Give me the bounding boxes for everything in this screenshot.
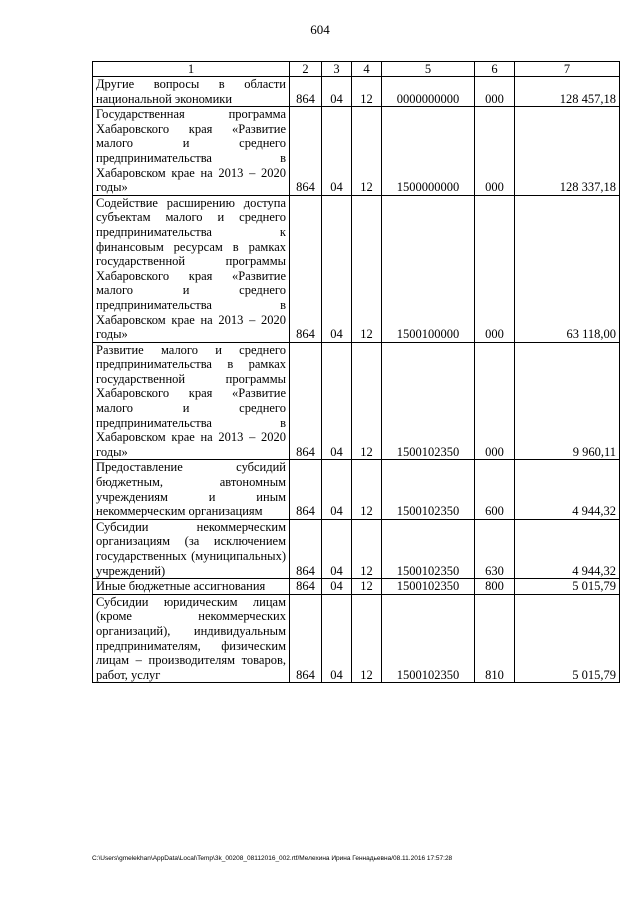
cell-col-3: 04 bbox=[322, 594, 352, 683]
cell-col-4: 12 bbox=[352, 460, 382, 519]
cell-col-3: 04 bbox=[322, 519, 352, 578]
table-row bbox=[93, 107, 620, 196]
cell-col-6: 000 bbox=[475, 107, 515, 196]
table-row bbox=[93, 579, 620, 595]
row-name: Иные бюджетные ассигнования bbox=[93, 579, 290, 595]
row-name: Субсидии некоммерческим организациям (за исключением государственных (муниципальных) учреждений) bbox=[93, 519, 290, 578]
cell-col-2: 864 bbox=[290, 519, 322, 578]
table-row bbox=[93, 460, 620, 519]
cell-col-4: 12 bbox=[352, 77, 382, 107]
cell-col-3: 04 bbox=[322, 77, 352, 107]
cell-col-6: 000 bbox=[475, 195, 515, 342]
cell-col-5: 1500102350 bbox=[382, 342, 475, 460]
cell-col-2: 864 bbox=[290, 594, 322, 683]
cell-col-7: 63 118,00 bbox=[515, 195, 620, 342]
table-row bbox=[93, 594, 620, 683]
footer-file-path: C:\Users\gmelekhan\AppData\Local\Temp\3k_00208_08112016_002.rtf/Мелехина Ирина Геннадьевна/08.11.2016 17:57:28 bbox=[92, 855, 453, 862]
col-header-1: 1 bbox=[93, 62, 290, 77]
cell-col-2: 864 bbox=[290, 195, 322, 342]
budget-table bbox=[92, 61, 620, 683]
cell-col-6: 800 bbox=[475, 579, 515, 595]
cell-col-2: 864 bbox=[290, 107, 322, 196]
row-name: Развитие малого и среднего предпринимательства в рамках государственной программы Хабаровского края «Развитие малого и среднего предпринимательства в Хабаровском крае на 2013 – 2020 годы» bbox=[93, 342, 290, 460]
col-header-2: 2 bbox=[290, 62, 322, 77]
cell-col-3: 04 bbox=[322, 579, 352, 595]
cell-col-5: 1500102350 bbox=[382, 519, 475, 578]
table-row bbox=[93, 195, 620, 342]
cell-col-4: 12 bbox=[352, 342, 382, 460]
row-name: Содействие расширению доступа субъектам малого и среднего предпринимательства к финансовым ресурсам в рамках государственной программы Хабаровского края «Развитие малого и среднего предпринимательства в Хабаровском крае на 2013 – 2020 годы» bbox=[93, 195, 290, 342]
cell-col-6: 630 bbox=[475, 519, 515, 578]
row-name: Государственная программа Хабаровского края «Развитие малого и среднего предпринимательства в Хабаровском крае на 2013 – 2020 годы» bbox=[93, 107, 290, 196]
cell-col-7: 128 337,18 bbox=[515, 107, 620, 196]
cell-col-2: 864 bbox=[290, 579, 322, 595]
cell-col-3: 04 bbox=[322, 460, 352, 519]
cell-col-5: 0000000000 bbox=[382, 77, 475, 107]
table-row bbox=[93, 77, 620, 107]
cell-col-2: 864 bbox=[290, 77, 322, 107]
table-row bbox=[93, 519, 620, 578]
cell-col-4: 12 bbox=[352, 107, 382, 196]
cell-col-4: 12 bbox=[352, 594, 382, 683]
cell-col-5: 1500000000 bbox=[382, 107, 475, 196]
cell-col-2: 864 bbox=[290, 342, 322, 460]
page-number: 604 bbox=[310, 22, 330, 37]
header-row bbox=[93, 62, 620, 77]
cell-col-6: 810 bbox=[475, 594, 515, 683]
cell-col-7: 9 960,11 bbox=[515, 342, 620, 460]
cell-col-6: 000 bbox=[475, 342, 515, 460]
cell-col-4: 12 bbox=[352, 519, 382, 578]
table-row bbox=[93, 342, 620, 460]
col-header-7: 7 bbox=[515, 62, 620, 77]
cell-col-7: 5 015,79 bbox=[515, 579, 620, 595]
col-header-6: 6 bbox=[475, 62, 515, 77]
cell-col-6: 000 bbox=[475, 77, 515, 107]
cell-col-4: 12 bbox=[352, 195, 382, 342]
col-header-3: 3 bbox=[322, 62, 352, 77]
cell-col-3: 04 bbox=[322, 342, 352, 460]
col-header-5: 5 bbox=[382, 62, 475, 77]
cell-col-2: 864 bbox=[290, 460, 322, 519]
cell-col-5: 1500102350 bbox=[382, 460, 475, 519]
cell-col-7: 4 944,32 bbox=[515, 460, 620, 519]
cell-col-5: 1500102350 bbox=[382, 579, 475, 595]
row-name: Предоставление субсидий бюджетным, автономным учреждениям и иным некоммерческим организациям bbox=[93, 460, 290, 519]
cell-col-5: 1500102350 bbox=[382, 594, 475, 683]
cell-col-7: 5 015,79 bbox=[515, 594, 620, 683]
cell-col-4: 12 bbox=[352, 579, 382, 595]
cell-col-7: 128 457,18 bbox=[515, 77, 620, 107]
row-name: Субсидии юридическим лицам (кроме некоммерческих организаций), индивидуальным предпринимателям, физическим лицам – производителям товаров, работ, услуг bbox=[93, 594, 290, 683]
row-name: Другие вопросы в области национальной экономики bbox=[93, 77, 290, 107]
cell-col-7: 4 944,32 bbox=[515, 519, 620, 578]
col-header-4: 4 bbox=[352, 62, 382, 77]
cell-col-3: 04 bbox=[322, 195, 352, 342]
cell-col-6: 600 bbox=[475, 460, 515, 519]
cell-col-3: 04 bbox=[322, 107, 352, 196]
cell-col-5: 1500100000 bbox=[382, 195, 475, 342]
